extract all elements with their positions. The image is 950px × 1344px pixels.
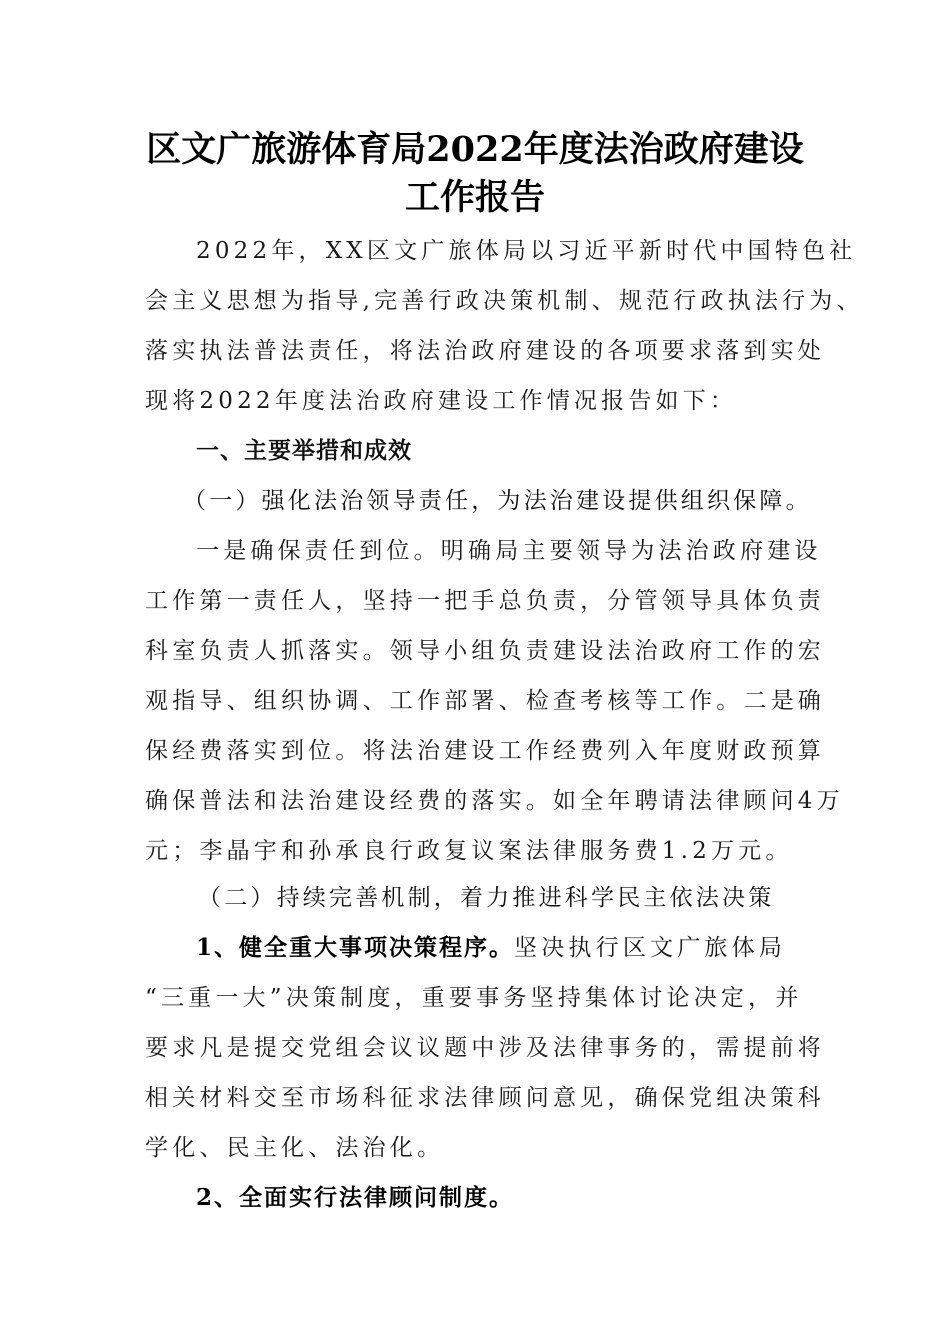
item-lead: 1、健全重大事项决策程序。 <box>196 934 515 961</box>
section-heading: 一、主要举措和成效 <box>196 438 412 464</box>
body-paragraph-line: 观指导、组织协调、工作部署、检查考核等工作。二是确 <box>145 688 825 714</box>
intro-paragraph-line: 2022年，XX区文广旅体局以习近平新时代中国特色社 <box>196 238 857 264</box>
body-paragraph-line: 学化、民主化、法治化。 <box>145 1135 445 1161</box>
document-title-line-1: 区文广旅游体育局2022年度法治政府建设 <box>146 129 804 170</box>
body-paragraph-line <box>196 933 820 963</box>
intro-paragraph-line: 会主义思想为指导,完善行政决策机制、规范行政执法行为、 <box>145 288 864 314</box>
body-paragraph-line: 工作第一责任人，坚持一把手总负责，分管领导具体负责 <box>145 588 825 614</box>
intro-paragraph-line: 现将2022年度法治政府建设工作情况报告如下： <box>145 388 738 414</box>
body-paragraph-line: 一是确保责任到位。明确局主要领导为法治政府建设 <box>196 538 822 564</box>
intro-paragraph-line: 落实执法普法责任，将法治政府建设的各项要求落到实处 <box>145 338 825 364</box>
body-paragraph-line: 确保普法和法治建设经费的落实。如全年聘请法律顾问4万 <box>145 788 844 814</box>
body-paragraph-line: 元；李晶宇和孙承良行政复议案法律服务费1.2万元。 <box>145 838 793 864</box>
item-text: 坚决执行区文广旅体局 <box>514 935 787 961</box>
document-title-line-2: 工作报告 <box>404 177 545 218</box>
subsection-heading: （一）强化法治领导责任，为法治建设提供组织保障。 <box>183 488 812 514</box>
body-paragraph-line: 相关材料交至市场科征求法律顾问意见，确保党组决策科 <box>145 1085 825 1111</box>
item-heading: 2、全面实行法律顾问制度。 <box>196 1184 515 1211</box>
body-paragraph-line: “三重一大”决策制度，重要事务坚持集体讨论决定，并 <box>145 985 803 1011</box>
body-paragraph-line: 要求凡是提交党组会议议题中涉及法律事务的，需提前将 <box>145 1035 825 1061</box>
body-paragraph-line: 保经费落实到位。将法治建设工作经费列入年度财政预算 <box>145 738 825 764</box>
subsection-heading: （二）持续完善机制，着力推进科学民主依法决策 <box>198 885 775 911</box>
body-paragraph-line: 科室负责人抓落实。领导小组负责建设法治政府工作的宏 <box>145 638 825 664</box>
